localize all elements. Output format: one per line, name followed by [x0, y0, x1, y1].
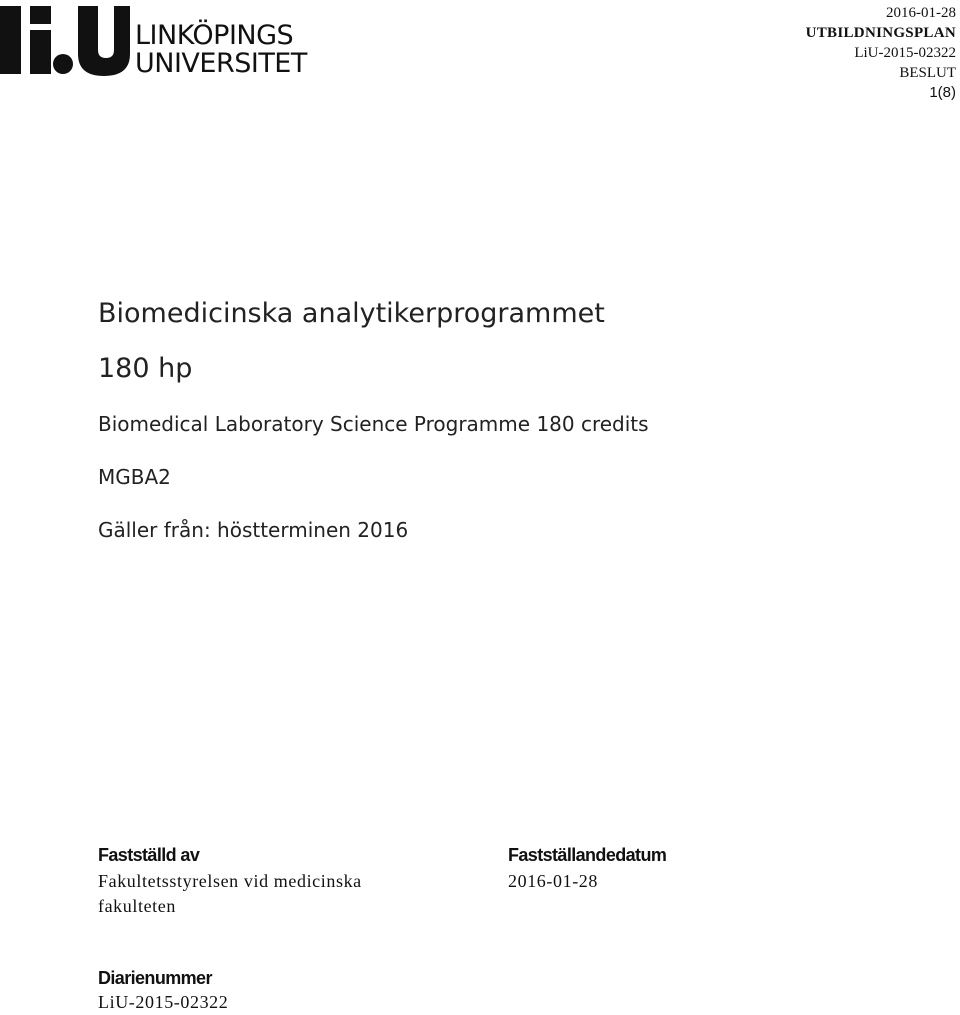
approved-by-value [98, 869, 362, 919]
document-meta [806, 3, 956, 103]
program-title-en: Biomedical Laboratory Science Programme 180 credits [98, 412, 649, 436]
document-type: UTBILDNINGSPLAN [805, 25, 956, 41]
document-status: BESLUT [899, 65, 956, 81]
document-reference: LiU-2015-02322 [854, 45, 956, 61]
program-title-sv: Biomedicinska analytikerprogrammet [98, 298, 605, 329]
page-number: 1(8) [929, 84, 956, 101]
approved-by-line-1: Fakultetsstyrelsen vid medicinska [98, 871, 362, 891]
approved-by-line-2: fakulteten [98, 896, 176, 916]
registry-number-label: Diarienummer [98, 968, 212, 988]
program-code: MGBA2 [98, 465, 171, 489]
approval-date-value: 2016-01-28 [508, 871, 598, 891]
approval-date-label: Fastställandedatum [508, 845, 667, 865]
program-credits-sv: 180 hp [98, 353, 193, 384]
logo-line-1: LINKÖPINGS [135, 20, 294, 51]
registry-number-value: LiU-2015-02322 [98, 992, 229, 1012]
program-valid-from: Gäller från: höstterminen 2016 [98, 518, 409, 542]
liu-logo-mark-icon [0, 2, 130, 78]
document-date: 2016-01-28 [886, 5, 956, 21]
liu-logo [0, 2, 307, 79]
logo-line-2: UNIVERSITET [135, 48, 307, 79]
approved-by-label: Fastställd av [98, 845, 200, 865]
